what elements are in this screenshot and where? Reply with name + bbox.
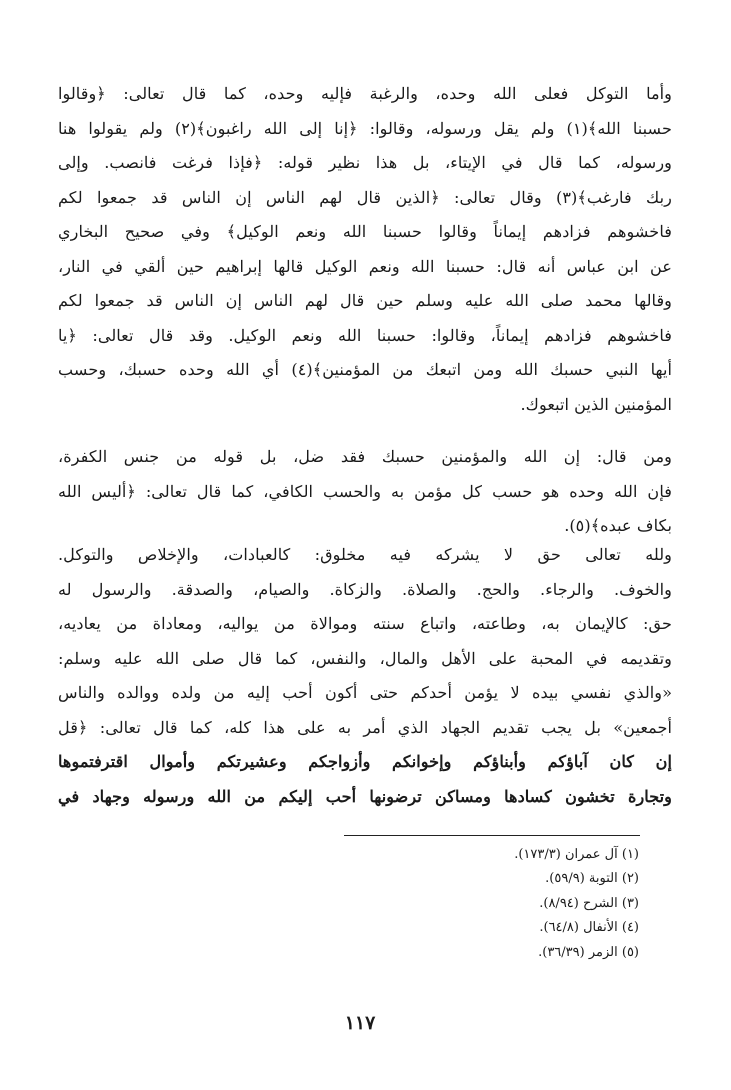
footnotes — [319, 843, 639, 965]
text-line: وأما التوكل فعلى الله وحده، والرغبة فإليه وحده، كما قال تعالى: ﴿وقالوا — [58, 84, 672, 103]
paragraph-hasb — [58, 440, 672, 544]
text-line: ورسوله، كما قال في الإيتاء، بل هذا نظير قوله: ﴿فإذا فرغت فانصب. وإلى — [58, 153, 672, 172]
text-line: حسبنا الله﴾(١) ولم يقل ورسوله، وقالوا: ﴿إنا إلى الله راغبون﴾(٢) ولم يقولوا هنا — [58, 118, 672, 138]
footnote-divider — [344, 835, 640, 836]
text-line: حق: كالإيمان به، وطاعته، واتباع سنته وموالاة من يواليه، ومعاداة من يعاديه، — [58, 614, 672, 633]
text-line: وتقديمه في المحبة على الأهل والمال، والنفس، كما قال صلى الله عليه وسلم: — [58, 648, 672, 668]
footnote-item: (٥) الزمر (٣٦/٣٩). — [538, 944, 639, 960]
text-line: ربك فارغب﴾(٣) وقال تعالى: ﴿الذين قال لهم الناس إن الناس قد جمعوا لكم — [58, 187, 672, 207]
page-number: ١١٧ — [344, 1012, 376, 1034]
text-line: ولله تعالى حق لا يشركه فيه مخلوق: كالعبادات، والإخلاص والتوكل. — [58, 545, 672, 564]
footnote-item: (٢) التوبة (٥٩/٩). — [545, 871, 639, 887]
text-line: عن ابن عباس أنه قال: حسبنا الله ونعم الوكيل قالها إبراهيم حين ألقي في النار، — [58, 256, 672, 276]
text-line: أجمعين» بل يجب تقديم الجهاد الذي أمر به على هذا كله، كما قال تعالى: ﴿قل — [58, 717, 672, 737]
text-line: فاخشوهم فزادهم إيماناً، وقالوا: حسبنا الله ونعم الوكيل. وقد قال تعالى: ﴿يا — [58, 325, 672, 345]
text-line: وتجارة تخشون كسادها ومساكن ترضونها أحب إليكم من الله ورسوله وجهاد في — [58, 786, 672, 806]
text-line: والخوف. والرجاء. والحج. والصلاة. والزكاة. والصيام، والصدقة. والرسول له — [58, 579, 672, 599]
text-line: فإن الله وحده هو حسب كل مؤمن به والحسب الكافي، كما قال تعالى: ﴿أليس الله — [58, 481, 672, 501]
text-line: وقالها محمد صلى الله عليه وسلم حين قال لهم الناس إن الناس قد جمعوا لكم — [58, 291, 672, 310]
text-line: إن كان آباؤكم وأبناؤكم وإخوانكم وأزواجكم وعشيرتكم وأموال اقترفتموها — [58, 752, 672, 771]
paragraph-tawakkul — [58, 77, 672, 422]
paragraph-haqq — [58, 538, 672, 814]
footnote-item: (١) آل عمران (١٧٣/٣). — [514, 847, 639, 862]
footnote-item: (٣) الشرح (٨/٩٤). — [539, 895, 639, 911]
text-line: «والذي نفسي بيده لا يؤمن أحدكم حتى أكون أحب إليه من ولده ووالده والناس — [58, 683, 672, 702]
text-line: فاخشوهم فزادهم إيماناً وقالوا حسبنا الله ونعم الوكيل﴾ وفي صحيح البخاري — [58, 222, 672, 241]
text-line: أيها النبي حسبك الله ومن اتبعك من المؤمنين﴾(٤) أي الله وحده حسبك، وحسب — [58, 360, 672, 379]
footnote-item: (٤) الأنفال (٦٤/٨). — [539, 920, 639, 936]
text-line: المؤمنين الذين اتبعوك. — [520, 394, 672, 414]
text-line: بكاف عبده﴾(٥). — [564, 516, 672, 535]
text-line: ومن قال: إن الله والمؤمنين حسبك فقد ضل، بل قوله من جنس الكفرة، — [58, 447, 672, 466]
